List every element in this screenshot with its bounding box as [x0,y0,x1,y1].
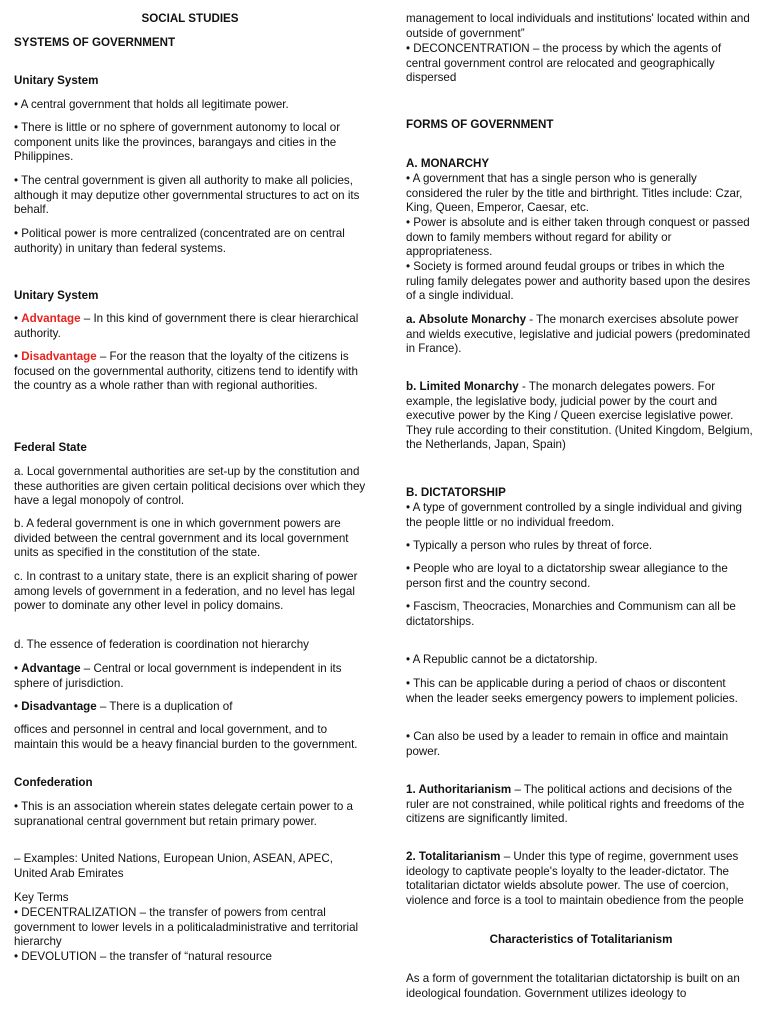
dictatorship-item: • Typically a person who rules by threat of force. [406,539,653,552]
dictatorship-item: • People who are loyal to a dictatorship swear allegiance to the person first and the country second. [406,562,728,590]
unitary-item: • Political power is more centralized (concentrated are on central authority) in unitary than federal systems. [14,227,345,255]
monarchy-item: • Society is formed around feudal groups or tribes in which the ruling family delegates power and authority based upon the desires of a single individual. [406,260,751,303]
advantage-label: Advantage [21,312,81,325]
advantage-label: Advantage [21,662,81,675]
federal-item: d. The essence of federation is coordination not hierarchy [14,638,309,651]
key-term-devolution: • DEVOLUTION – the transfer of “natural resource [14,950,272,963]
federal-item: a. Local governmental authorities are set-up by the constitution and these authorities are given certain political decisions over which they have a legal monopoly of control. [14,465,366,508]
federal-disadvantage-continued: offices and personnel in central and local government, and to maintain this would be a heavy financial burden to the government. [14,723,358,751]
dictatorship-item: • A type of government controlled by a single individual and giving the people little or no individual freedom. [406,501,742,529]
dictatorship-item: • Can also be used by a leader to remain in office and maintain power. [406,730,729,758]
heading-monarchy: A. MONARCHY [406,157,490,170]
dictatorship-item: • Fascism, Theocracies, Monarchies and Communism can all be dictatorships. [406,600,736,628]
characteristics-text: As a form of government the totalitarian dictatorship is built on an ideological foundation. Government utilizes ideology to [406,972,740,1000]
key-term-decentralization: • DECENTRALIZATION – the transfer of powers from central government to lower levels in a politicaladministrative and territorial hierarchy [14,906,359,949]
heading-forms-of-government: FORMS OF GOVERNMENT [406,118,554,131]
limited-monarchy-label: b. Limited Monarchy [406,380,519,393]
absolute-monarchy: a. Absolute Monarchy - The monarch exercises absolute power and wields executive, legislative and judicial powers (predominated in France). [406,313,751,356]
disadvantage-label: Disadvantage [21,700,97,713]
confederation-item: • This is an association wherein states delegate certain power to a supranational central government but retain primary power. [14,800,353,828]
heading-dictatorship: B. DICTATORSHIP [406,486,506,499]
dictatorship-item: • This can be applicable during a period of chaos or discontent when the leader seeks emergency powers to implement policies. [406,677,738,705]
federal-disadvantage: • Disadvantage – There is a duplication of [14,700,233,713]
devolution-continued: management to local individuals and institutions' located within and outside of government” [406,12,750,40]
disadvantage-label: Disadvantage [21,350,97,363]
authoritarianism-label: 1. Authoritarianism [406,783,512,796]
heading-unitary-2: Unitary System [14,289,99,302]
federal-item: c. In contrast to a unitary state, there is an explicit sharing of power among levels of government in a federation, and no level has legal power to dominate any other level in policy domains. [14,570,358,613]
limited-monarchy: b. Limited Monarchy - The monarch delegates powers. For example, the legislative body, judicial power by the court and executive power by the King / Queen exercise legislative power. They rule according to their constitution. (United Kingdom, Belgium, the Netherlands, Japan, Spain) [406,380,753,452]
dictatorship-item: • A Republic cannot be a dictatorship. [406,653,598,666]
authoritarianism: 1. Authoritarianism – The political actions and decisions of the ruler are not constrained, while political rights and freedoms of the citizens are significantly limited. [406,783,745,826]
key-term-deconcentration: • DECONCENTRATION – the process by which the agents of central government control are relocated and geographically dispersed [406,42,722,85]
section-title-systems: SYSTEMS OF GOVERNMENT [14,36,176,49]
heading-unitary-1: Unitary System [14,74,99,87]
totalitarianism: 2. Totalitarianism – Under this type of regime, government uses ideology to captivate people's loyalty to the leader-dictator. The totalitarian dictator wields absolute power. The use of coercion, violence and force is a tool to maintain obedience from the people [406,850,744,907]
federal-advantage: • Advantage – Central or local government is independent in its sphere of jurisdiction. [14,662,342,690]
monarchy-item: • A government that has a single person who is generally considered the ruler by the title and birthright. Titles include: Czar, King, Queen, Emperor, Caesar, etc. [406,172,743,215]
document-title: SOCIAL STUDIES [141,12,239,25]
federal-item: b. A federal government is one in which government powers are divided between the central government and its local government units as specified in the constitution of the state. [14,517,349,560]
heading-federal: Federal State [14,441,87,454]
confederation-examples: – Examples: United Nations, European Union, ASEAN, APEC, United Arab Emirates [14,852,333,880]
key-terms-heading: Key Terms [14,891,69,904]
totalitarianism-label: 2. Totalitarianism [406,850,501,863]
unitary-advantage: • Advantage – In this kind of government there is clear hierarchical authority. [14,312,359,340]
monarchy-item: • Power is absolute and is either taken through conquest or passed down to family members without regard for ability or appropriateness. [406,216,750,259]
heading-confederation: Confederation [14,776,93,789]
heading-characteristics-totalitarianism: Characteristics of Totalitarianism [489,933,673,946]
unitary-item: • A central government that holds all legitimate power. [14,98,289,111]
absolute-monarchy-label: a. Absolute Monarchy [406,313,527,326]
unitary-item: • There is little or no sphere of government autonomy to local or component units like the provinces, barangays and cities in the Philippines. [14,121,341,164]
unitary-disadvantage: • Disadvantage – For the reason that the loyalty of the citizens is focused on the governmental authority, citizens tend to identify with the country as a whole rather than with regional authorities. [14,350,358,393]
unitary-item: • The central government is given all authority to make all policies, although it may deputize other governmental structures to act on its behalf. [14,174,360,217]
